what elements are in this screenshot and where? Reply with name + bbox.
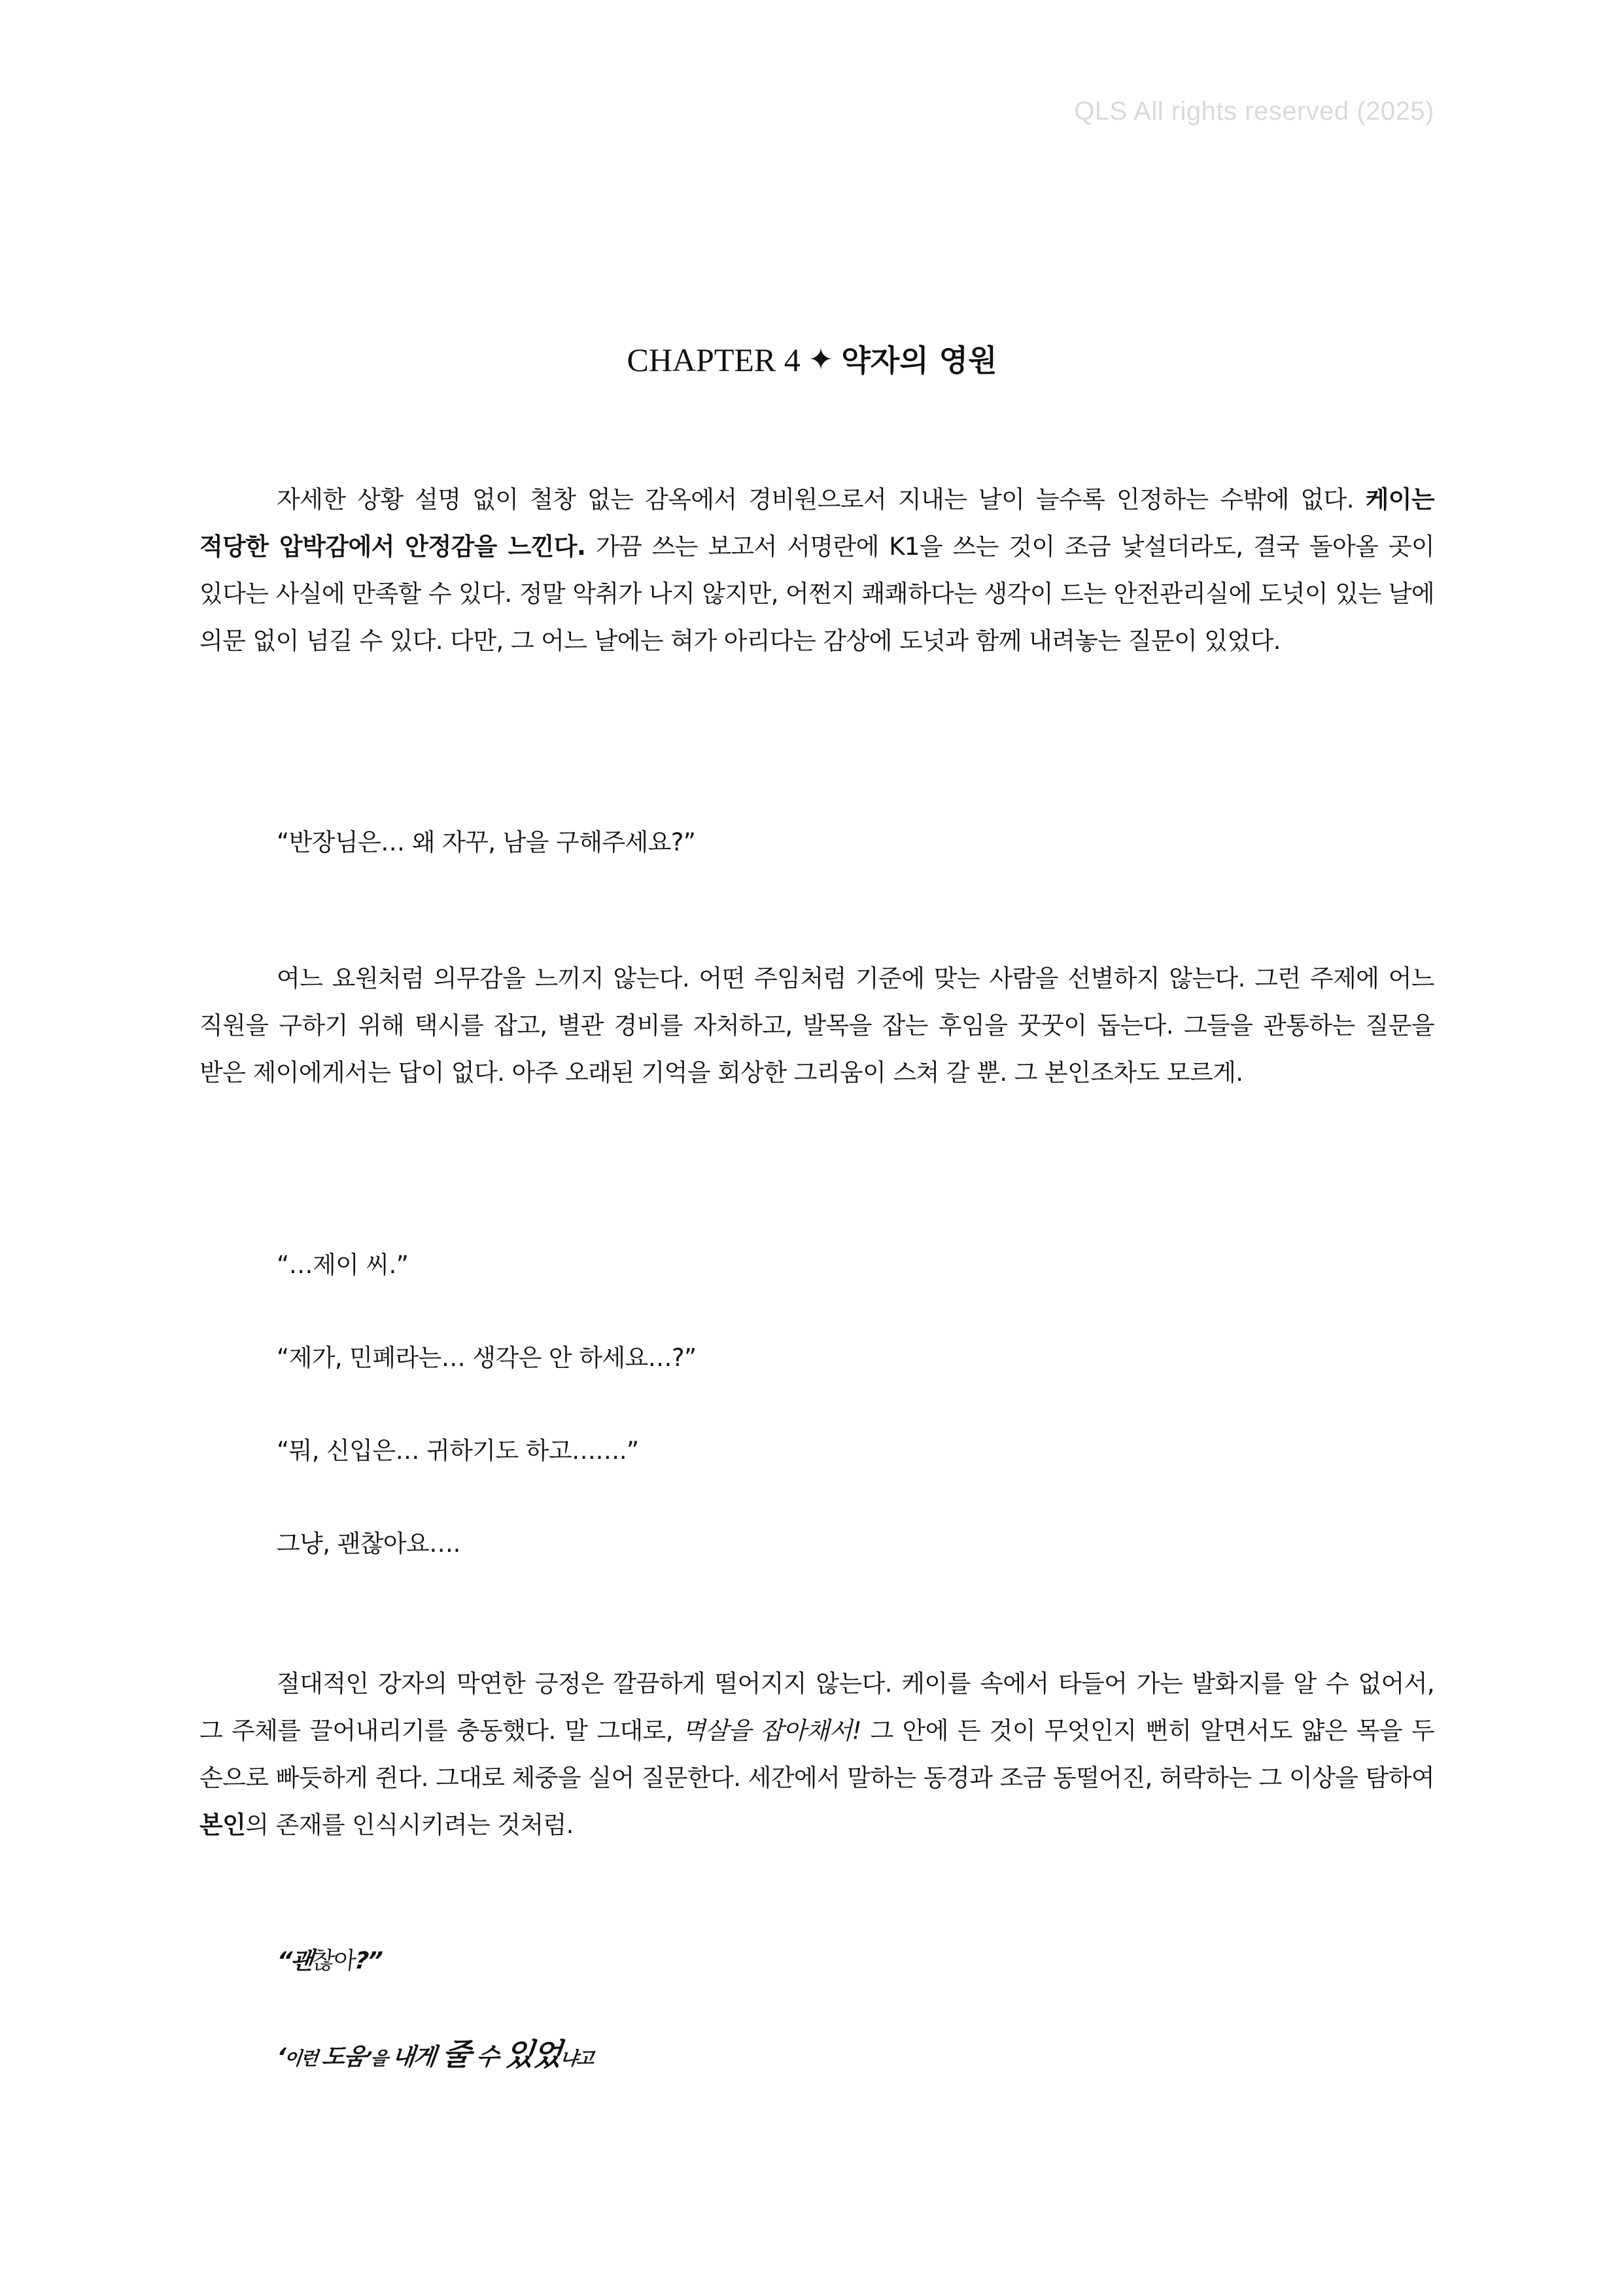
open-quote: “ [275, 1948, 292, 1974]
open-quote: ‘ [275, 2044, 286, 2071]
brush-word: 냐고 [559, 2048, 595, 2069]
dialogue-line-1: “반장님은… 왜 자꾸, 남을 구해주세요?” [277, 828, 696, 856]
brush-text-line-1 [199, 1938, 1512, 1985]
paragraph-3-part-2: 그 안에 든 것이 무엇인지 뻔히 알면서도 얇은 목을 두 손으로 빠듯하게 쥔다. 그대로 체중을 실어 질문한다. 세간에서 말하는 동경과 조금 동떨어진, 허락하는 그 이상을 탐하여 [199, 1717, 1434, 1792]
close-quote: ” [366, 1948, 383, 1974]
paragraph-2: 여느 요원처럼 의무감을 느끼지 않는다. 어떤 주임처럼 기준에 맞는 사람을 선별하지 않는다. 그런 주제에 어느 직원을 구하기 위해 택시를 잡고, 별관 경비를 자처하고, 발목을 잡는 후임을 꿋꿋이 돕는다. 그들을 관통하는 질문을 받은 제이에게서는 답이 없다. 아주 오래된 기억을 회상한 그리움이 스쳐 갈 뿐. 그 본인조차도 모르게. [199, 964, 1434, 1087]
brush-word: 있었 [503, 2037, 563, 2072]
diamond-separator-icon: ✦ [808, 343, 834, 376]
copyright-notice: QLS All rights reserved (2025) [1074, 97, 1434, 126]
chapter-label: CHAPTER 4 [627, 342, 801, 378]
brush-word: 도움 [320, 2044, 367, 2071]
brush-word: 찮아 [310, 1948, 356, 1974]
paragraph-1-intro: 자세한 상황 설명 없이 철창 없는 감옥에서 경비원으로서 지내는 날이 늘수록 인정하는 수밖에 없다. [277, 485, 1366, 514]
brush-word: 내게 [390, 2044, 443, 2071]
paragraph-3-italic: 멱살을 잡아채서! [682, 1717, 861, 1745]
paragraph-1-emphasis: 케이는 적당한 압박감에서 안정감을 느낀다. [199, 485, 1434, 561]
dialogue-line-2: “…제이 씨.” [277, 1251, 409, 1279]
paragraph-1 [199, 476, 1434, 665]
brush-word: ’을 [364, 2048, 393, 2069]
chapter-title [0, 337, 1624, 380]
paragraph-3 [199, 1660, 1434, 1849]
paragraph-3-part-3: 의 존재를 인식시키려는 것처럼. [245, 1811, 574, 1839]
paragraph-1-rest: 가끔 쓰는 보고서 서명란에 K1을 쓰는 것이 조금 낯설더라도, 결국 돌아올 곳이 있다는 사실에 만족할 수 있다. 정말 악취가 나지 않지만, 어쩐지 쾌쾌하다는 생각이 드는 안전관리실에 도넛이 있는 날에 의문 없이 넘길 수 있다. 다만, 그 어느 날에는 혀가 아리다는 감상에 도넛과 함께 내려놓는 질문이 있었다. [199, 533, 1434, 655]
dialogue-line-4: “뭐, 신입은… 귀하기도 하고…….” [277, 1437, 639, 1465]
paragraph-3-part-1: 절대적인 강자의 막연한 긍정은 깔끔하게 떨어지지 않는다. 케이를 속에서 타들어 가는 발화지를 알 수 없어서, 그 주체를 끌어내리기를 충동했다. 말 그대로, [199, 1670, 1434, 1745]
brush-word: 수 [468, 2044, 506, 2071]
brush-word: 괜 [289, 1948, 314, 1974]
paragraph-3-bold: 본인 [199, 1811, 246, 1839]
chapter-subtitle: 약자의 영원 [841, 343, 997, 378]
brush-word: ? [353, 1948, 369, 1974]
brush-word: 줄 [440, 2037, 472, 2072]
dialogue-line-3: “제가, 민폐라는… 생각은 안 하세요…?” [277, 1344, 697, 1372]
brush-text-2 [274, 2031, 596, 2082]
brush-text-1 [274, 1938, 383, 1985]
brush-text-line-2 [199, 2031, 1512, 2082]
brush-word: 이런 [283, 2048, 323, 2069]
dialogue-line-5: 그냥, 괜찮아요…. [277, 1530, 460, 1558]
